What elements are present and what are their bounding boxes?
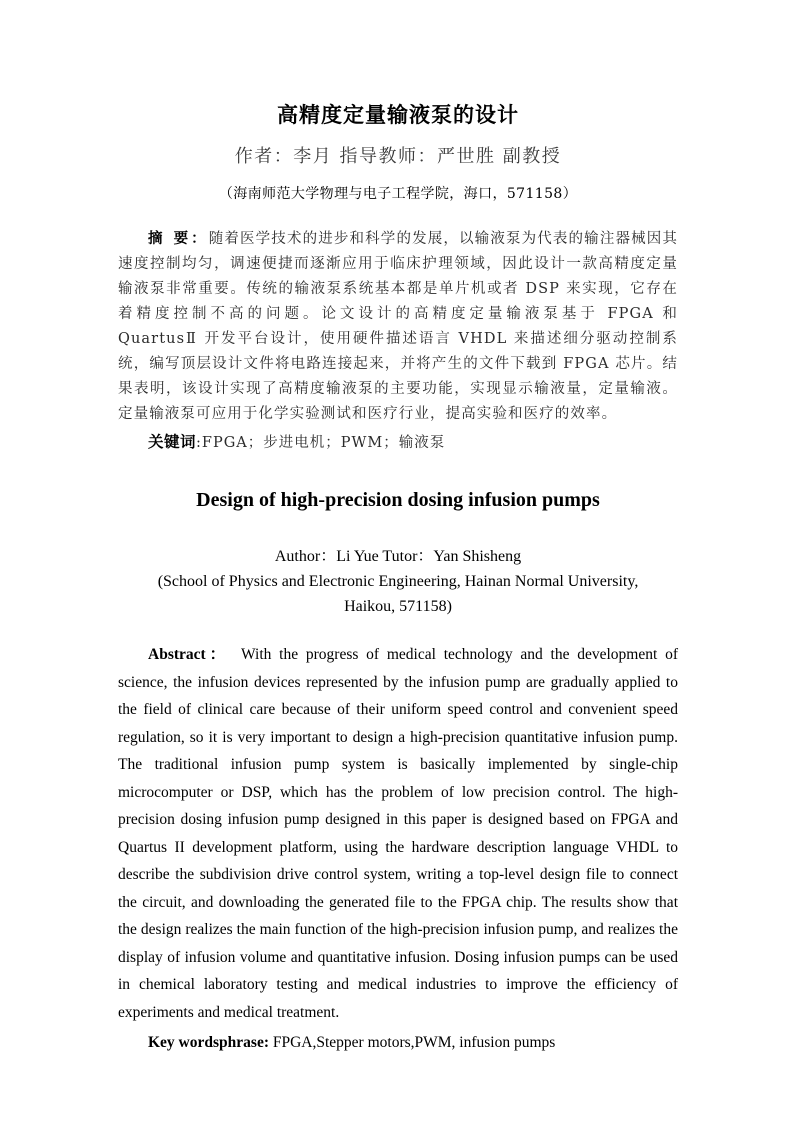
chinese-keywords (148, 429, 678, 456)
english-abstract-label: Abstract： (148, 646, 229, 663)
chinese-keywords-label: 关键词 (148, 432, 197, 451)
chinese-title: 高精度定量输液泵的设计 (277, 102, 519, 127)
english-keywords-label: Key wordsphrase: (148, 1034, 269, 1051)
english-affiliation-line-1: (School of Physics and Electronic Engineering, Hainan Normal University, (157, 573, 639, 590)
chinese-keywords-body: :FPGA；步进电机；PWM；输液泵 (196, 435, 446, 451)
chinese-authors: 作者：李月 指导教师：严世胜 副教授 (234, 146, 562, 167)
english-title: Design of high-precision dosing infusion pumps (196, 489, 600, 511)
chinese-abstract (118, 226, 678, 427)
chinese-abstract-body: 随着医学技术的进步和科学的发展，以输液泵为代表的输注器械因其速度控制均匀，调速便捷而逐渐应用于临床护理领域，因此设计一款高精度定量输液泵非常重要。传统的输液泵系统基本都是单片机或者 DSP 来实现，它存在着精度控制不高的问题。论文设计的高精度定量输液泵基于 FPGA 和 QuartusⅡ 开发平台设计，使用硬件描述语言 VHDL 来描述细分驱动控制系统，编写顶层设计文件将电路连接起来，并将产生的文件下载到 FPGA 芯片。结果表明，该设计实现了高精度输液泵的主要功能，实现显示输液量，定量输液。定量输液泵可应用于化学实验测试和医疗行业，提高实验和医疗的效率。 (118, 231, 678, 422)
english-affiliation-line-2: Haikou, 571158) (344, 598, 452, 615)
content-column (118, 0, 678, 1057)
english-abstract (118, 641, 678, 1026)
english-keywords (148, 1029, 678, 1057)
chinese-affiliation: （海南师范大学物理与电子工程学院，海口，571158） (218, 186, 578, 202)
english-abstract-body: With the progress of medical technology and the development of science, the infusion devices represented by the infusion pump are gradually applied to the field of clinical care because of their uniform speed control and convenient speed regulation, so it is very important to design a high-precision quantitative infusion pump. The traditional infusion pump system is basically implemented by single-chip microcomputer or DSP, which has the problem of low precision control. The high-precision dosing infusion pump designed in this paper is designed based on FPGA and Quartus II development platform, using the hardware description language VHDL to describe the subdivision drive control system, writing a top-level design file to connect the circuit, and downloading the generated file to the FPGA chip. The results show that the design realizes the main function of the high-precision infusion pump, and realizes the display of infusion volume and quantitative infusion. Dosing infusion pumps can be used in chemical laboratory testing and medical industries to improve the efficiency of experiments and medical treatment. (118, 646, 678, 1021)
chinese-abstract-label: 摘 要： (148, 230, 209, 247)
english-authors: Author：Li Yue Tutor：Yan Shisheng (274, 548, 522, 565)
english-keywords-body: FPGA,Stepper motors,PWM, infusion pumps (268, 1034, 556, 1051)
